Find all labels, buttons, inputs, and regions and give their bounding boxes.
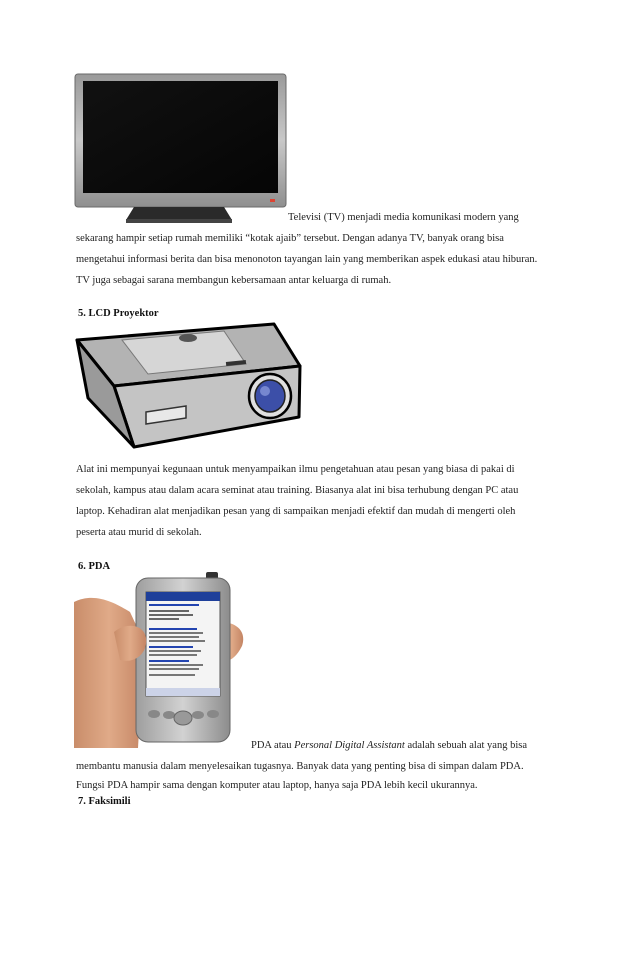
pda-line-1-pre: PDA atau — [251, 740, 295, 751]
tv-paragraph-line-3: mengetahui informasi berita dan bisa menonoton tayangan lain yang memberikan aspek edukasi atau hiburan. — [76, 254, 538, 265]
projector-paragraph-line-1: Alat ini mempunyai kegunaan untuk menyampaikan ilmu pengetahuan atau pesan yang biasa di pakai di — [76, 464, 515, 475]
tv-paragraph-line-4: TV juga sebagai sarana membangun kebersamaan antar keluarga di rumah. — [76, 275, 392, 286]
projector-heading: 5. LCD Proyektor — [78, 308, 159, 319]
pda-paragraph-line-3: Fungsi PDA hampir sama dengan komputer atau laptop, hanya saja PDA lebih kecil ukurannya. — [76, 780, 478, 791]
projector-paragraph-line-2: sekolah, kampus atau dalam acara seminat atau training. Biasanya alat ini bisa terhubung dengan PC atau — [76, 485, 519, 496]
tv-paragraph-line-2: sekarang hampir setiap rumah memiliki “kotak ajaib” tersebut. Dengan adanya TV, banyak orang bisa — [76, 233, 504, 244]
fax-heading: 7. Faksimili — [78, 796, 131, 807]
pda-paragraph-line-2: membantu manusia dalam menyelesaikan tugasnya. Banyak data yang penting bisa di simpan dalam PDA. — [76, 761, 524, 772]
television-image — [74, 73, 288, 225]
pda-image — [74, 572, 250, 748]
pda-paragraph-line-1 — [251, 739, 527, 753]
projector-paragraph-line-3: laptop. Kehadiran alat menjadikan pesan yang di sampaikan menjadi efektif dan mudah di mengerti oleh — [76, 506, 516, 517]
lcd-projector-image — [74, 322, 304, 454]
pda-line-1-italic: Personal Digital Assistant — [294, 740, 405, 751]
pda-heading: 6. PDA — [78, 561, 111, 572]
projector-paragraph-line-4: peserta atau murid di sekolah. — [76, 527, 202, 538]
tv-paragraph-line-1: Televisi (TV) menjadi media komunikasi modern yang — [288, 212, 519, 223]
pda-line-1-post: adalah sebuah alat yang bisa — [404, 740, 527, 751]
